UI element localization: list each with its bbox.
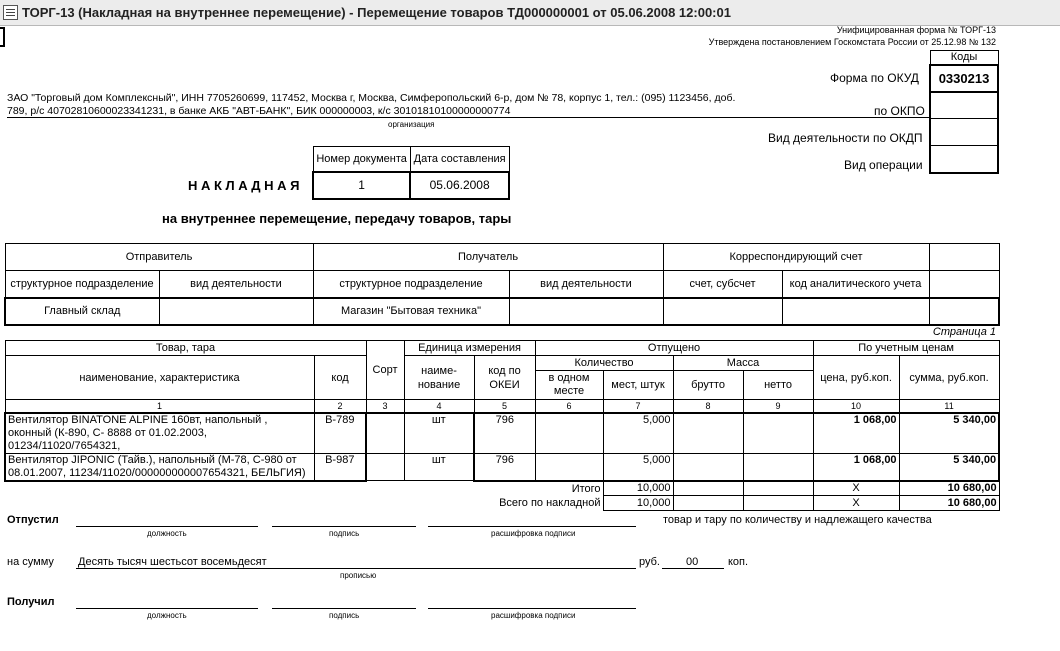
okpo-value[interactable] xyxy=(930,92,998,119)
grand-total-places: 10,000 xyxy=(603,496,673,511)
sender-unit-header: структурное подразделение xyxy=(5,271,159,298)
mass-header: Масса xyxy=(673,356,813,371)
released-position-caption: должность xyxy=(147,529,187,538)
released-signature-line[interactable] xyxy=(272,526,416,527)
row1-places[interactable]: 5,000 xyxy=(603,413,673,454)
codes-header: Коды xyxy=(930,51,998,65)
row2-gross[interactable] xyxy=(673,453,743,481)
price-header: цена, руб.коп. xyxy=(813,356,899,400)
receiver-header: Получатель xyxy=(313,244,663,271)
document-subtitle: на внутреннее перемещение, передачу товаров, тары xyxy=(162,211,512,226)
goods-quality-text: товар и тару по количеству и надлежащего качества xyxy=(663,514,932,526)
okdp-value[interactable] xyxy=(930,119,998,146)
row1-okei[interactable]: 796 xyxy=(474,413,535,454)
received-label: Получил xyxy=(7,596,55,608)
sender-header: Отправитель xyxy=(5,244,313,271)
row2-places[interactable]: 5,000 xyxy=(603,453,673,481)
received-decoding-line[interactable] xyxy=(428,608,636,609)
unit-name-header: наиме- нование xyxy=(404,356,474,400)
unit-header: Единица измерения xyxy=(404,341,535,356)
grand-total-gross xyxy=(673,496,743,511)
sum-header: сумма, руб.коп. xyxy=(899,356,999,400)
total-places: 10,000 xyxy=(603,481,673,496)
row2-one-place[interactable] xyxy=(535,453,603,481)
kop-value[interactable]: 00 xyxy=(686,556,699,568)
analytic-code-value[interactable] xyxy=(782,298,929,325)
col-number-1: 1 xyxy=(5,400,314,413)
released-decoding-line[interactable] xyxy=(428,526,636,527)
empty-header xyxy=(929,244,999,271)
total-gross xyxy=(673,481,743,496)
receiver-activity-header: вид деятельности xyxy=(509,271,663,298)
account-header: Корреспондирующий счет xyxy=(663,244,929,271)
gross-header: брутто xyxy=(673,371,743,400)
date-header: Дата составления xyxy=(410,147,509,172)
row2-code[interactable]: В-987 xyxy=(314,453,366,481)
received-signature-caption: подпись xyxy=(329,611,360,620)
okud-value[interactable]: 0330213 xyxy=(930,65,998,92)
cell-cursor[interactable] xyxy=(0,27,5,47)
row2-sum[interactable]: 5 340,00 xyxy=(899,453,999,481)
row2-okei[interactable]: 796 xyxy=(474,453,535,481)
total-label: Итого xyxy=(571,482,601,495)
row1-gross[interactable] xyxy=(673,413,743,454)
table-row[interactable] xyxy=(5,453,999,481)
sum-label: на сумму xyxy=(7,556,54,568)
name-header: наименование, характеристика xyxy=(5,356,314,400)
col-number-10: 10 xyxy=(813,400,899,413)
approved-label: Утверждена постановлением Госкомстата России от 25.12.98 № 132 xyxy=(708,37,996,47)
organization-underline xyxy=(7,117,929,118)
okpo-label: по ОКПО xyxy=(874,104,925,118)
organization-caption: организация xyxy=(388,120,435,129)
col-number-5: 5 xyxy=(474,400,535,413)
empty-subheader xyxy=(929,271,999,298)
grand-total-label: Всего по накладной xyxy=(499,497,601,509)
received-signature-line[interactable] xyxy=(272,608,416,609)
prices-header: По учетным ценам xyxy=(813,341,999,356)
col-number-2: 2 xyxy=(314,400,366,413)
total-price: Х xyxy=(813,481,899,496)
col-number-6: 6 xyxy=(535,400,603,413)
kop-label: коп. xyxy=(728,556,749,568)
row2-sort[interactable] xyxy=(366,453,404,481)
released-position-line[interactable] xyxy=(76,526,258,527)
total-net xyxy=(743,481,813,496)
row1-price[interactable]: 1 068,00 xyxy=(813,413,899,454)
extra-value[interactable] xyxy=(929,298,999,325)
row2-price[interactable]: 1 068,00 xyxy=(813,453,899,481)
received-decoding-caption: расшифровка подписи xyxy=(491,611,576,620)
window-title: ТОРГ-13 (Накладная на внутреннее перемещение) - Перемещение товаров ТД000000001 от 05.06.2008 12:00:01 xyxy=(22,5,731,20)
grand-total-price: Х xyxy=(813,496,899,511)
quantity-header: Количество xyxy=(535,356,673,371)
words-caption: прописью xyxy=(340,571,377,580)
col-number-11: 11 xyxy=(899,400,999,413)
receiver-unit-header: структурное подразделение xyxy=(313,271,509,298)
number-header: Номер документа xyxy=(313,147,410,172)
row2-net[interactable] xyxy=(743,453,813,481)
row1-sum[interactable]: 5 340,00 xyxy=(899,413,999,454)
organization-line-2: 789, р/с 40702810600023341231, в банке АКБ "АВТ-БАНК", БИК 000000003, к/с 30101810100000000774 xyxy=(7,105,511,117)
grand-total-net xyxy=(743,496,813,511)
one-place-header: в одном месте xyxy=(535,371,603,400)
row2-name[interactable]: Вентилятор JIPONIC (Тайв.), напольный (М-78, С-980 от 08.01.2007, 11234/11020/000000000007654321, БЕЛЬГИЯ) xyxy=(5,453,314,481)
document-number[interactable]: 1 xyxy=(313,172,410,199)
sum-words-line xyxy=(76,568,636,569)
goods-table xyxy=(4,340,1000,511)
released-decoding-caption: расшифровка подписи xyxy=(491,529,576,538)
document-number-table xyxy=(312,146,510,200)
document-icon xyxy=(3,5,18,20)
received-position-line[interactable] xyxy=(76,608,258,609)
row2-unit[interactable]: шт xyxy=(404,453,474,481)
row1-net[interactable] xyxy=(743,413,813,454)
places-header: мест, штук xyxy=(603,371,673,400)
col-number-9: 9 xyxy=(743,400,813,413)
analytic-code-header: код аналитического учета xyxy=(782,271,929,298)
total-sum: 10 680,00 xyxy=(899,481,999,496)
row1-sort[interactable] xyxy=(366,413,404,454)
parties-table xyxy=(4,243,1000,326)
kop-line xyxy=(662,568,724,569)
goods-header: Товар, тара xyxy=(5,341,366,356)
grand-total-sum: 10 680,00 xyxy=(899,496,999,511)
released-label: Отпустил xyxy=(7,514,59,526)
col-number-8: 8 xyxy=(673,400,743,413)
released-header: Отпущено xyxy=(535,341,813,356)
receiver-activity-value[interactable] xyxy=(509,298,663,325)
document-title: Н А К Л А Д Н А Я xyxy=(188,178,300,193)
row1-one-place[interactable] xyxy=(535,413,603,454)
okud-label: Форма по ОКУД xyxy=(830,71,919,85)
sender-activity-header: вид деятельности xyxy=(159,271,313,298)
organization-line-1: ЗАО "Торговый дом Комплексный", ИНН 7705260699, 117452, Москва г, Москва, Симферопольский 6-р, дом № 78, корпус 1, тел.: (095) 1123456, доб. xyxy=(7,92,736,104)
net-header: нетто xyxy=(743,371,813,400)
sender-activity-value[interactable] xyxy=(159,298,313,325)
col-number-7: 7 xyxy=(603,400,673,413)
operation-label: Вид операции xyxy=(844,158,923,172)
table-row[interactable] xyxy=(5,413,999,454)
code-header: код xyxy=(314,356,366,400)
sum-in-words[interactable]: Десять тысяч шестьсот восемьдесят xyxy=(78,556,267,568)
sort-header: Сорт xyxy=(366,341,404,400)
window-title-bar xyxy=(0,0,1060,26)
unified-form-label: Унифицированная форма № ТОРГ-13 xyxy=(836,25,996,35)
page-number: Страница 1 xyxy=(932,326,996,338)
col-number-3: 3 xyxy=(366,400,404,413)
operation-value[interactable] xyxy=(930,146,998,173)
receiver-unit-value[interactable]: Магазин "Бытовая техника" xyxy=(313,298,509,325)
row1-name[interactable]: Вентилятор BINATONE ALPINE 160вт, напольный , оконный (К-890, С- 8888 от 01.02.2003, 01234/11020/7654321, xyxy=(5,413,314,454)
codes-table xyxy=(929,50,999,174)
okdp-label: Вид деятельности по ОКДП xyxy=(768,131,923,145)
okei-header: код по ОКЕИ xyxy=(474,356,535,400)
received-position-caption: должность xyxy=(147,611,187,620)
released-signature-caption: подпись xyxy=(329,529,360,538)
row1-unit[interactable]: шт xyxy=(404,413,474,454)
organization-text xyxy=(7,92,797,118)
account-sub-header: счет, субсчет xyxy=(663,271,782,298)
rub-label: руб. xyxy=(639,556,660,568)
account-sub-value[interactable] xyxy=(663,298,782,325)
sender-unit-value[interactable]: Главный склад xyxy=(5,298,159,325)
row1-code[interactable]: В-789 xyxy=(314,413,366,454)
col-number-4: 4 xyxy=(404,400,474,413)
document-date[interactable]: 05.06.2008 xyxy=(410,172,509,199)
